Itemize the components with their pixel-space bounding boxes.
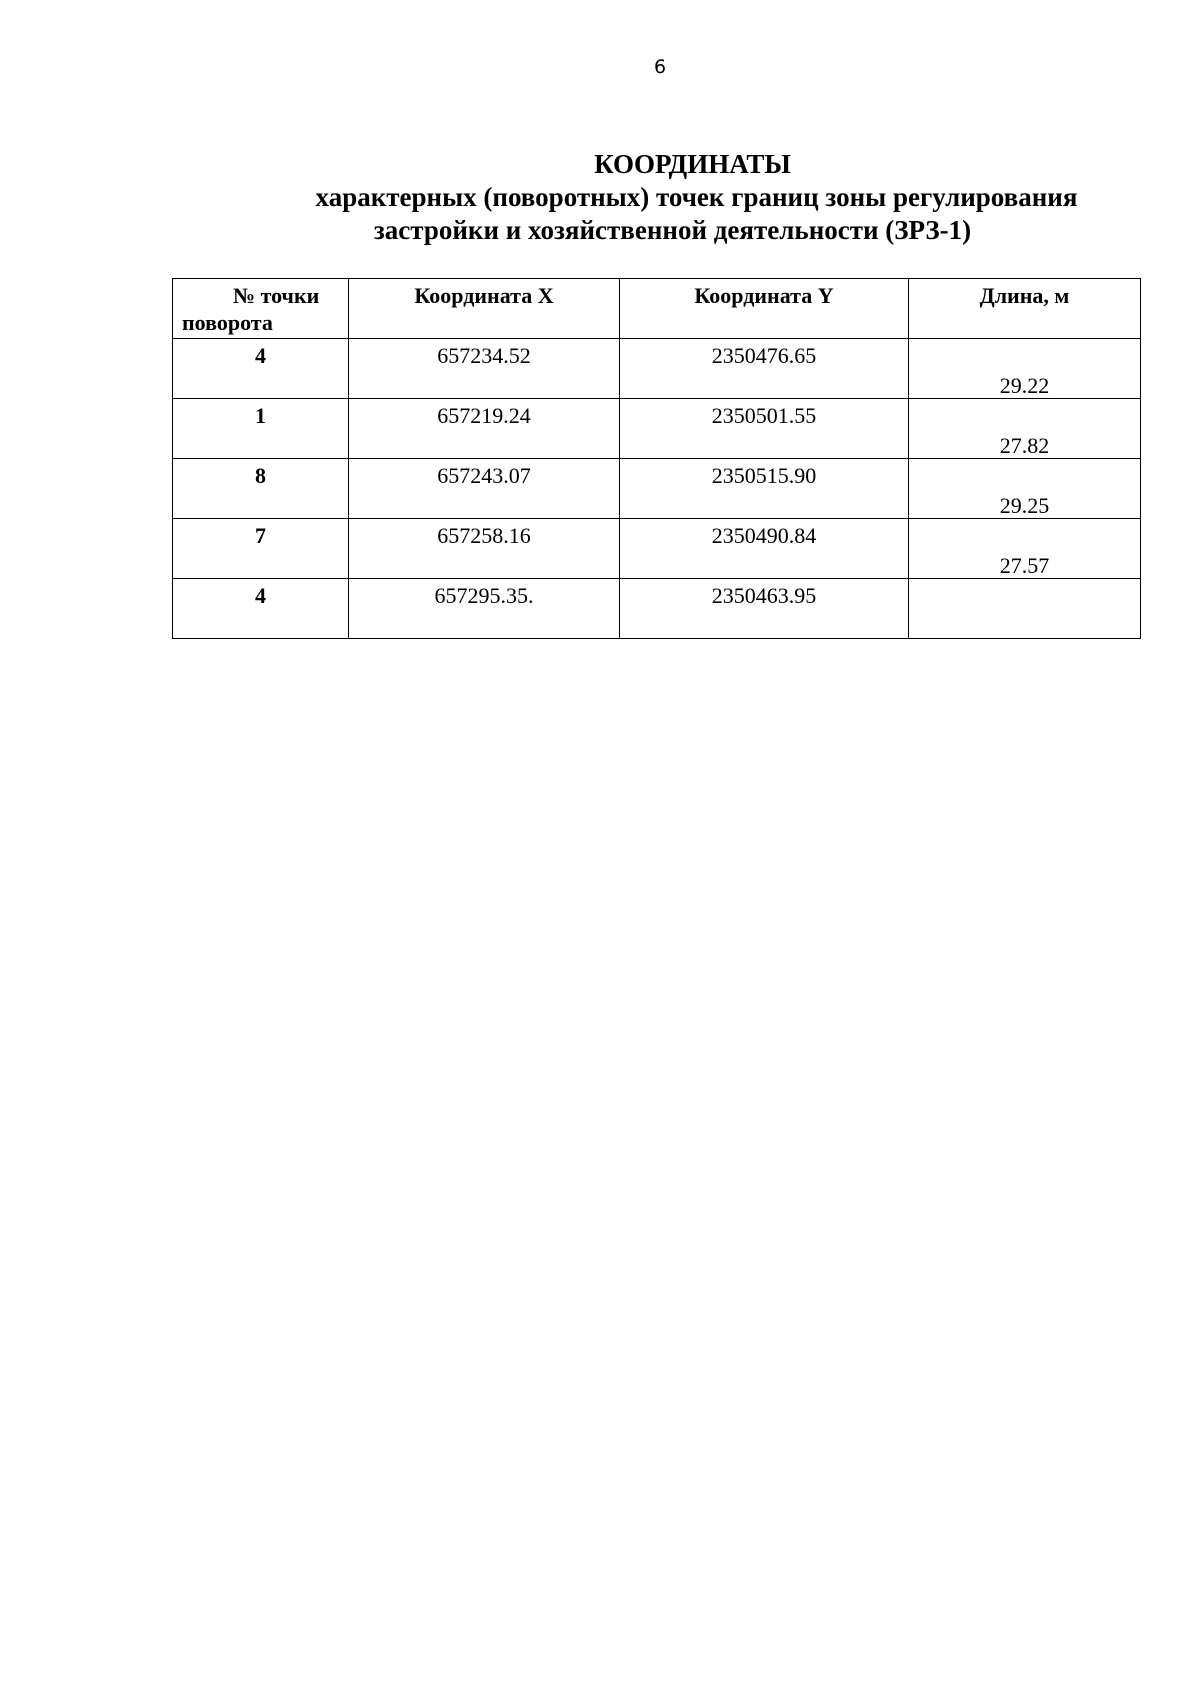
header-point-line2: поворота bbox=[182, 310, 273, 335]
header-length: Длина, м bbox=[909, 279, 1141, 339]
title-line-1: КООРДИНАТЫ bbox=[594, 149, 791, 179]
header-y: Координата Y bbox=[620, 279, 909, 339]
cell-length-value: 29.25 bbox=[999, 493, 1050, 518]
cell-x: 657243.07 bbox=[349, 459, 620, 519]
header-point-line1: № точки bbox=[233, 283, 320, 308]
title-line-2: характерных (поворотных) точек границ зоны регулирования bbox=[315, 182, 1078, 212]
cell-point: 8 bbox=[173, 459, 349, 519]
cell-y: 2350515.90 bbox=[620, 459, 909, 519]
table-row bbox=[173, 579, 1141, 639]
coordinates-table bbox=[172, 278, 1141, 639]
cell-y: 2350501.55 bbox=[620, 399, 909, 459]
cell-point: 4 bbox=[173, 579, 349, 639]
table-row bbox=[173, 339, 1141, 399]
cell-length-value: 29.22 bbox=[999, 373, 1050, 398]
cell-y: 2350476.65 bbox=[620, 339, 909, 399]
cell-length-value: 27.57 bbox=[999, 553, 1050, 578]
title-line-3: застройки и хозяйственной деятельности (ЗРЗ-1) bbox=[373, 215, 972, 245]
page-number: 6 bbox=[653, 56, 667, 78]
cell-x: 657295.35. bbox=[349, 579, 620, 639]
cell-x: 657219.24 bbox=[349, 399, 620, 459]
cell-y: 2350490.84 bbox=[620, 519, 909, 579]
cell-point: 1 bbox=[173, 399, 349, 459]
header-x: Координата X bbox=[349, 279, 620, 339]
cell-length bbox=[909, 339, 1141, 399]
document-title bbox=[170, 148, 1200, 247]
cell-y: 2350463.95 bbox=[620, 579, 909, 639]
cell-point: 4 bbox=[173, 339, 349, 399]
cell-length-value: 27.82 bbox=[999, 433, 1050, 458]
table-row bbox=[173, 459, 1141, 519]
cell-length bbox=[909, 459, 1141, 519]
cell-length bbox=[909, 519, 1141, 579]
header-point bbox=[173, 279, 349, 339]
cell-length bbox=[909, 579, 1141, 639]
cell-length bbox=[909, 399, 1141, 459]
table-header-row bbox=[173, 279, 1141, 339]
cell-point: 7 bbox=[173, 519, 349, 579]
cell-x: 657234.52 bbox=[349, 339, 620, 399]
table-row bbox=[173, 519, 1141, 579]
cell-x: 657258.16 bbox=[349, 519, 620, 579]
table-row bbox=[173, 399, 1141, 459]
